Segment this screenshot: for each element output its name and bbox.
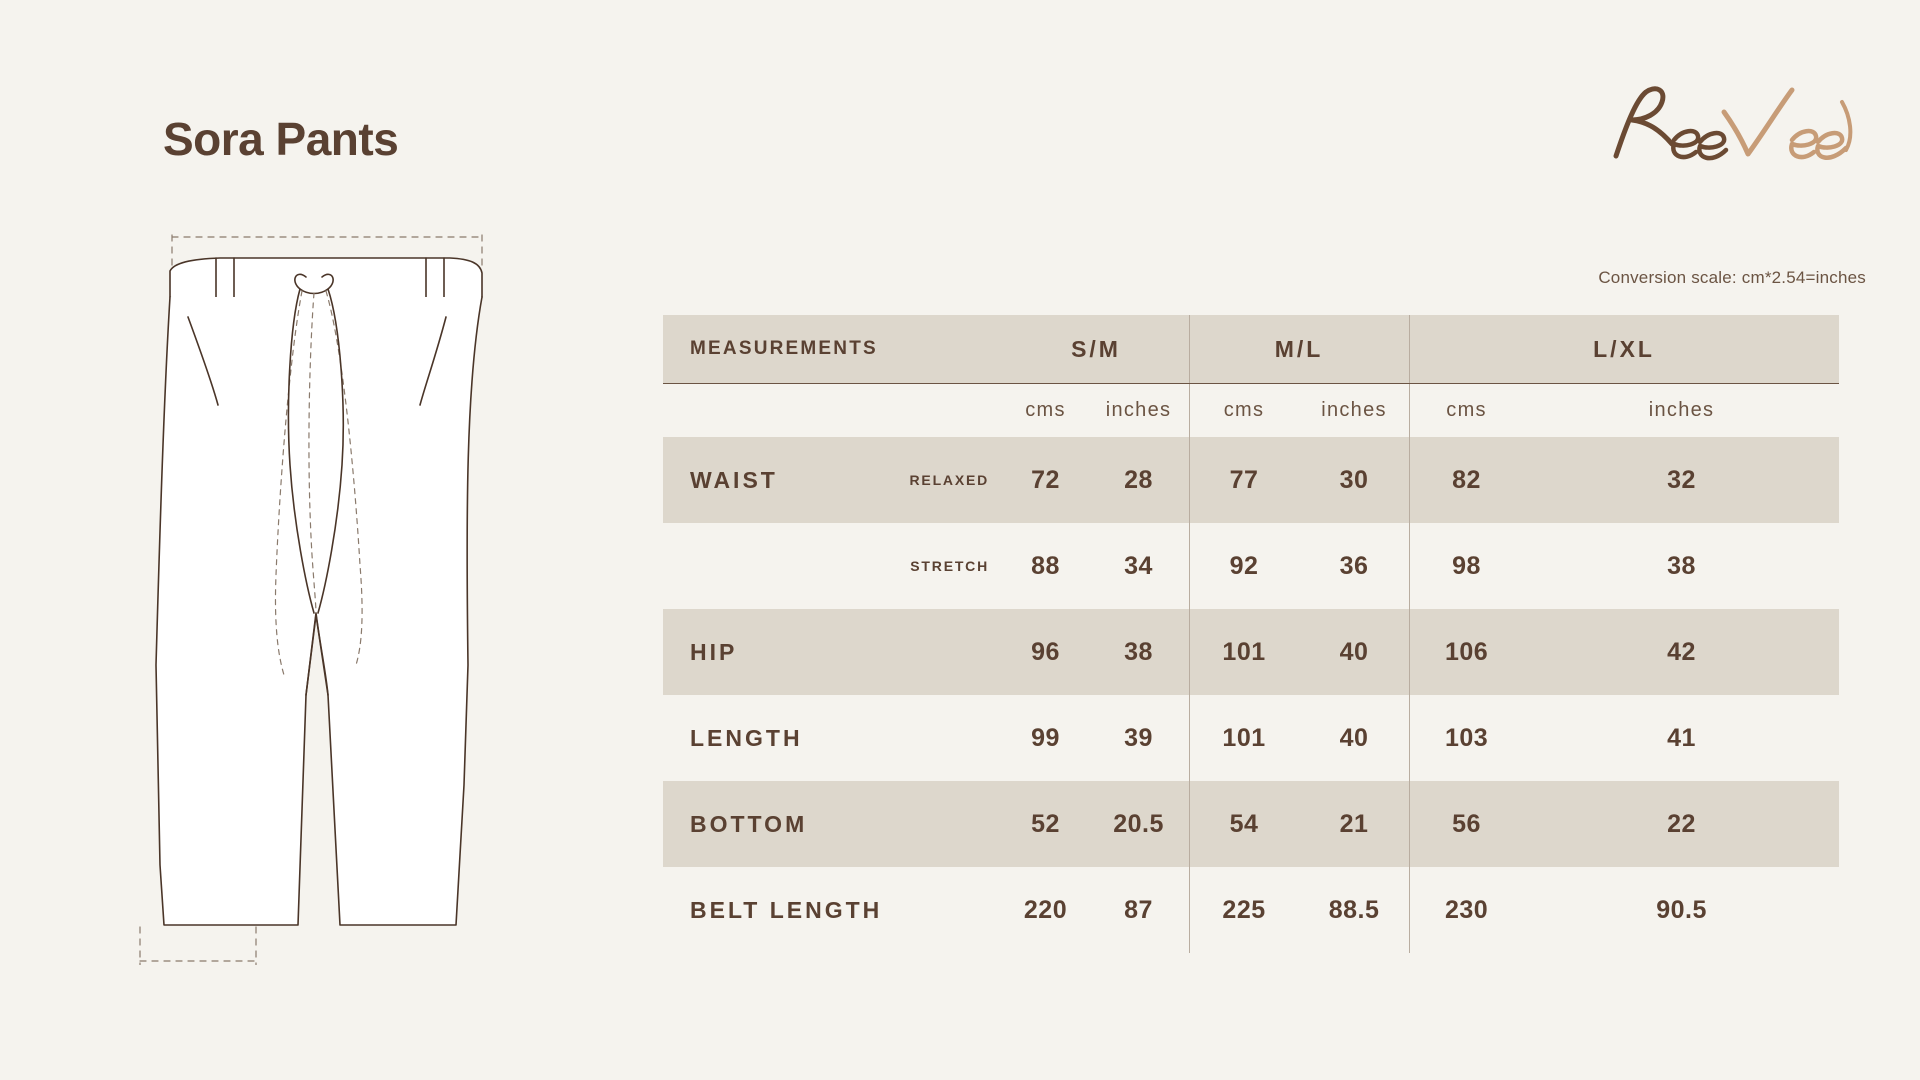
cell-waist-relaxed-lxl-cms: 82 <box>1409 437 1524 523</box>
cell-waist-stretch-ml-cms: 92 <box>1189 523 1299 609</box>
unit-cms-sm: cms <box>1003 383 1088 437</box>
row-label-belt-length: BELT LENGTH <box>663 867 1003 953</box>
cell-hip-lxl-in: 42 <box>1524 609 1839 695</box>
header-size-lxl: L/XL <box>1409 315 1839 383</box>
cell-waist-stretch-ml-in: 36 <box>1299 523 1409 609</box>
brand-logo <box>1596 78 1866 173</box>
table-header-row <box>663 315 1839 383</box>
cell-bottom-lxl-cms: 56 <box>1409 781 1524 867</box>
cell-hip-sm-cms: 96 <box>1003 609 1088 695</box>
cell-belt-ml-in: 88.5 <box>1299 867 1409 953</box>
cell-hip-lxl-cms: 106 <box>1409 609 1524 695</box>
cell-waist-stretch-sm-in: 34 <box>1088 523 1189 609</box>
cell-belt-lxl-cms: 230 <box>1409 867 1524 953</box>
units-blank <box>663 383 1003 437</box>
row-label-hip: HIP <box>663 609 1003 695</box>
row-sub-relaxed: RELAXED <box>888 437 1003 523</box>
cell-waist-stretch-lxl-cms: 98 <box>1409 523 1524 609</box>
row-label-waist-stretch <box>663 523 888 609</box>
cell-length-ml-in: 40 <box>1299 695 1409 781</box>
cell-waist-stretch-sm-cms: 88 <box>1003 523 1088 609</box>
cell-length-sm-in: 39 <box>1088 695 1189 781</box>
cell-bottom-lxl-in: 22 <box>1524 781 1839 867</box>
cell-length-sm-cms: 99 <box>1003 695 1088 781</box>
header-size-ml: M/L <box>1189 315 1409 383</box>
unit-inches-sm: inches <box>1088 383 1189 437</box>
cell-hip-ml-in: 40 <box>1299 609 1409 695</box>
cell-belt-sm-cms: 220 <box>1003 867 1088 953</box>
header-divider <box>663 383 1839 384</box>
table-row <box>663 437 1839 523</box>
cell-hip-ml-cms: 101 <box>1189 609 1299 695</box>
cell-waist-relaxed-sm-cms: 72 <box>1003 437 1088 523</box>
table-row <box>663 867 1839 953</box>
header-size-sm: S/M <box>1003 315 1189 383</box>
row-label-length: LENGTH <box>663 695 1003 781</box>
cell-bottom-sm-cms: 52 <box>1003 781 1088 867</box>
cell-bottom-ml-cms: 54 <box>1189 781 1299 867</box>
unit-inches-ml: inches <box>1299 383 1409 437</box>
table-units-row <box>663 383 1839 437</box>
header-measurements: MEASUREMENTS <box>663 315 1003 383</box>
cell-belt-ml-cms: 225 <box>1189 867 1299 953</box>
cell-length-ml-cms: 101 <box>1189 695 1299 781</box>
unit-inches-lxl: inches <box>1524 383 1839 437</box>
cell-belt-sm-in: 87 <box>1088 867 1189 953</box>
unit-cms-lxl: cms <box>1409 383 1524 437</box>
cell-waist-relaxed-ml-in: 30 <box>1299 437 1409 523</box>
cell-belt-lxl-in: 90.5 <box>1524 867 1839 953</box>
page-title: Sora Pants <box>163 113 399 165</box>
size-table <box>663 315 1839 953</box>
cell-waist-relaxed-ml-cms: 77 <box>1189 437 1299 523</box>
table-row <box>663 523 1839 609</box>
cell-waist-relaxed-sm-in: 28 <box>1088 437 1189 523</box>
row-sub-stretch: STRETCH <box>888 523 1003 609</box>
row-label-waist: WAIST <box>663 437 888 523</box>
conversion-note: Conversion scale: cm*2.54=inches <box>1598 268 1866 287</box>
cell-waist-relaxed-lxl-in: 32 <box>1524 437 1839 523</box>
cell-bottom-sm-in: 20.5 <box>1088 781 1189 867</box>
cell-bottom-ml-in: 21 <box>1299 781 1409 867</box>
cell-length-lxl-cms: 103 <box>1409 695 1524 781</box>
cell-hip-sm-in: 38 <box>1088 609 1189 695</box>
table-row <box>663 695 1839 781</box>
pants-illustration <box>130 225 530 965</box>
row-label-bottom: BOTTOM <box>663 781 1003 867</box>
table-row <box>663 781 1839 867</box>
unit-cms-ml: cms <box>1189 383 1299 437</box>
cell-length-lxl-in: 41 <box>1524 695 1839 781</box>
cell-waist-stretch-lxl-in: 38 <box>1524 523 1839 609</box>
table-row <box>663 609 1839 695</box>
